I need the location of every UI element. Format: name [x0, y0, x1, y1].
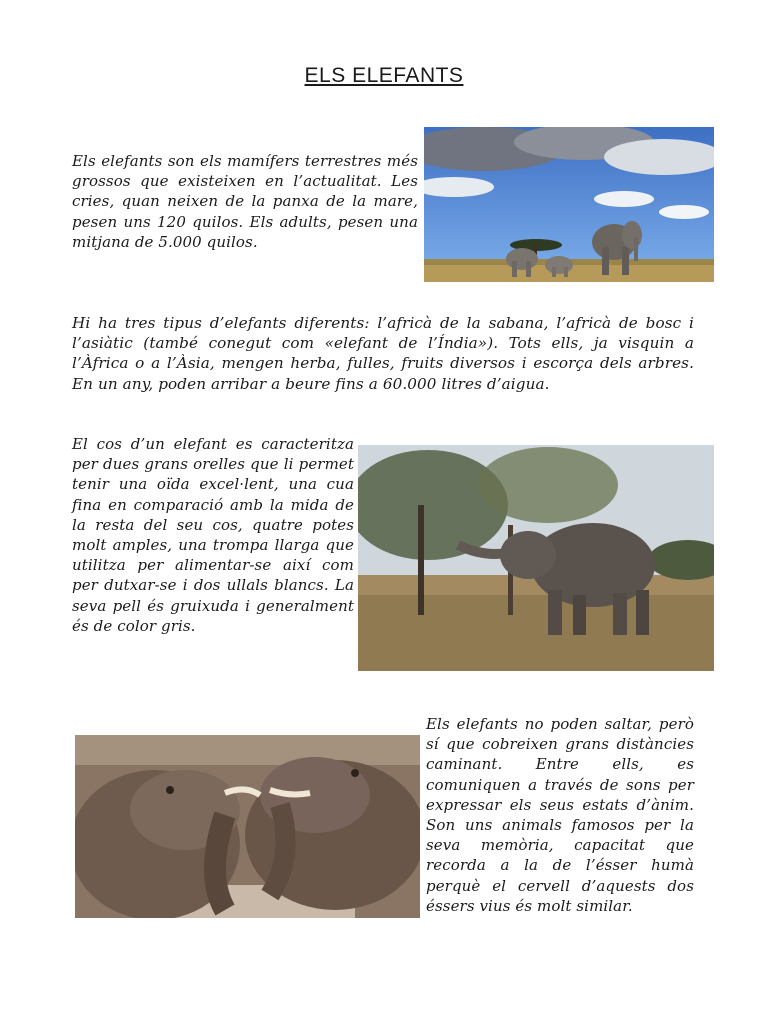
elephant-family-savanna-photo [424, 127, 714, 282]
paragraph-body: El cos d’un elefant es caracteritza per dues grans orelles que li permet tenir una oïda excel·lent, una cua fina en comparació amb la mida de la resta del seu cos, quatre potes molt amples, una trompa llarga que utilitza per alimentar-se així com per dutxar-se i dos ullals blancs. La seva pell és gruixuda i generalment és de color gris. [72, 435, 354, 635]
paragraph-size: Els elefants son els mamífers terrestres més grossos que existeixen en l’actualitat. Les cries, quan neixen de la panxa de la mare, pesen uns 120 quilos. Els adults, pesen una mitjana de 5.000 quilos. [72, 152, 418, 251]
paragraph-behavior: Els elefants no poden saltar, però sí que cobreixen grans distàncies caminant. Entre ells, es comuniquen a través de sons per expressar els seus estats d’ànim. Son uns animals famosos per la seva memòria, capacitat que recorda a la de l’ésser humà perquè el cervell d’aquests dos éssers vius és molt similar. [426, 715, 694, 915]
paragraph-types: Hi ha tres tipus d’elefants diferents: l’africà de la sabana, l’africà de bosc i l’asiàtic (també conegut com «elefant de l’Índia»). Tots ells, ja visquin a l’Àfrica o a l’Àsia, mengen herba, fulles, fruits diversos i escorça dels arbres. En un any, poden arribar a beure fins a 60.000 litres d’aigua. [72, 314, 694, 393]
page-title: ELS ELEFANTS [304, 64, 464, 87]
elephant-eating-tree-photo [358, 445, 714, 671]
two-elephants-tusks-photo [75, 735, 420, 918]
